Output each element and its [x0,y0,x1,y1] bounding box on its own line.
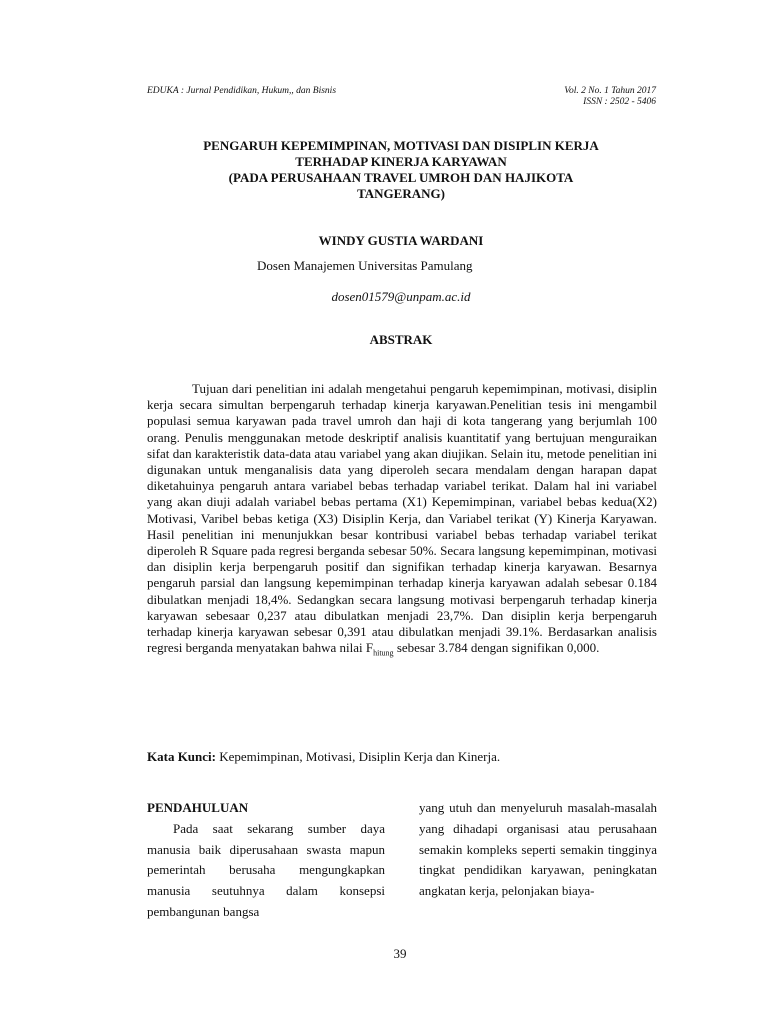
abstract-heading: ABSTRAK [369,332,433,347]
volume-info: Vol. 2 No. 1 Tahun 2017 [564,86,656,96]
title-line-1: PENGARUH KEPEMIMPINAN, MOTIVASI DAN DISIPLIN KERJA [203,138,599,153]
section-heading-pendahuluan: PENDAHULUAN [147,800,249,815]
author-affiliation: Dosen Manajemen Universitas Pamulang [257,258,473,273]
abstract-text: Tujuan dari penelitian ini adalah mengetahui pengaruh kepemimpinan, motivasi, disiplin kerja secara simultan berpengaruh terhadap kinerja karyawan.Penelitian tesis ini mengambil populasi semua karyawan pada travel umroh dan haji di kota tangerang yang berjumlah 100 orang. Penulis menggunakan metode deskriptif analisis kuantitatif yang bertujuan menguraikan sifat dan karakteristik data-data atau variabel yang akan diujikan. Selain itu, metode penelitian ini digunakan untuk menganalisis data yang diperoleh secara mendalam dengan harapan dapat diketahuinya pengaruh antara variabel bebas terhadap variabel terikat. Dalam hal ini variabel yang akan diuji adalah variabel bebas pertama (X1) Kepemimpinan, variabel bebas kedua(X2) Motivasi, Varibel bebas ketiga (X3) Disiplin Kerja, dan Variabel terikat (Y) Kinerja Karyawan. Hasil penelitian ini menunjukkan besar kontribusi variabel bebas terhadap variabel terikat diperoleh R Square pada regresi berganda sebesar 50%. Secara langsung kepemimpinan, motivasi dan disiplin kerja berpengaruh positif dan signifikan terhadap kinerja karyawan. Besarnya pengaruh parsial dan langsung kepemimpinan terhadap kinerja karyawan adalah sebesar 0.184 dibulatkan menjadi 18,4%. Sedangkan secara langsung motivasi berpengaruh terhadap kinerja karyawan sebesaar 0,237 atau dibulatkan menjadi 23,7%. Dan disiplin kerja berpengaruh terhadap kinerja karyawan sebesar 0,391 atau dibulatkan menjadi 39.1%. Berdasarkan analisis regresi berganda menyatakan bahwa nilai [147,381,657,656]
keywords-label: Kata Kunci: [147,749,216,764]
f-statistic-text: sebesar 3.784 dengan signifikan 0,000. [393,640,600,656]
paper-title [147,138,655,202]
title-line-3: (PADA PERUSAHAAN TRAVEL UMROH DAN HAJIKOTA [228,170,574,185]
title-line-2: TERHADAP KINERJA KARYAWAN [295,154,507,169]
running-header-volume [564,86,656,108]
page-number: 39 [393,946,407,961]
running-header-journal: EDUKA : Jurnal Pendidikan, Hukum,, dan Bisnis [147,86,337,96]
keywords-text: Kepemimpinan, Motivasi, Disiplin Kerja dan Kinerja. [215,749,501,764]
author-email: dosen01579@unpam.ac.id [331,289,471,304]
title-line-4: TANGERANG) [357,186,445,201]
f-statistic-symbol: F [365,640,374,656]
abstract-body [147,381,657,662]
intro-left-column [147,798,385,923]
f-statistic-subscript: hitung [373,648,394,658]
author-name: WINDY GUSTIA WARDANI [318,233,484,248]
intro-paragraph-left: Pada saat sekarang sumber daya manusia baik diperusahaan swasta mapun pemerintah berusaha mengungkapkan manusia seutuhnya dalam konsepsi pembangunan bangsa [147,820,385,919]
keywords [147,749,657,765]
intro-paragraph-right: yang utuh dan menyeluruh masalah-masalah yang dihadapi organisasi atau perusahaan semakin kompleks seperti semakin tingginya tingkat pendidikan karyawan, peningkatan angkatan kerja, pelonjakan biaya- [419,800,657,899]
issn-info: ISSN : 2502 - 5406 [583,97,656,107]
